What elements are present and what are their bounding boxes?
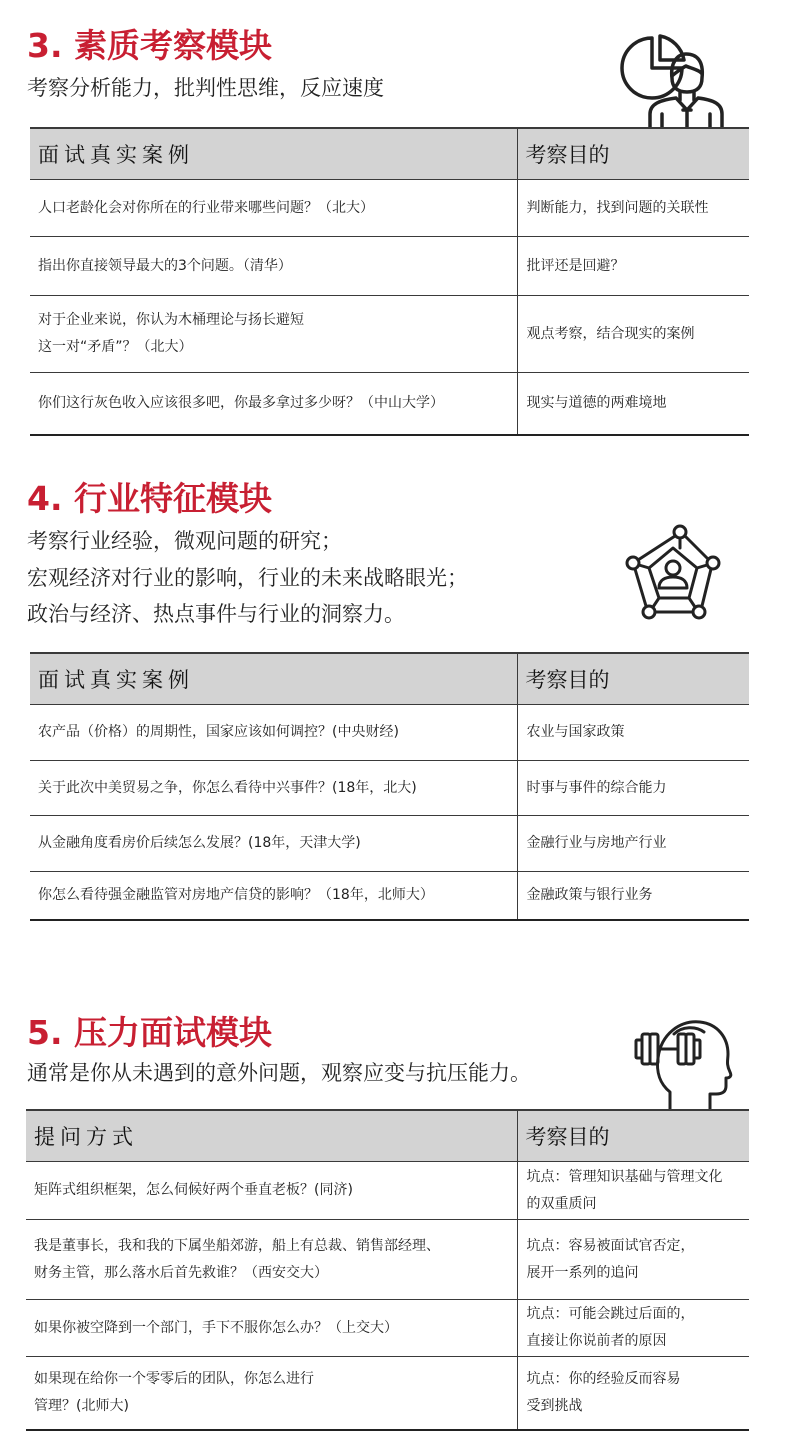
- table-row: [30, 761, 749, 816]
- column-header-purpose: 考察目的: [517, 1110, 749, 1162]
- section-description: 考察行业经验，微观问题的研究；: [27, 529, 342, 553]
- section-description: 通常是你从未遇到的意外问题，观察应变与抗压能力。: [27, 1061, 531, 1085]
- section-description: 宏观经济对行业的影响，行业的未来战略眼光；: [27, 566, 468, 590]
- column-header-purpose: 考察目的: [517, 128, 749, 180]
- column-header-case: 面试真实案例: [30, 128, 517, 180]
- cases-table: [26, 1109, 749, 1431]
- case-cell: 指出你直接领导最大的3个问题。（清华）: [30, 237, 517, 296]
- table-row: [30, 816, 749, 872]
- table-row: [30, 373, 749, 435]
- purpose-cell: 批评还是回避？: [517, 237, 749, 296]
- cases-table: [30, 127, 749, 436]
- table-row: [30, 237, 749, 296]
- section-title: 4. 行业特征模块: [27, 479, 272, 518]
- purpose-cell: 坑点：容易被面试官否定， 展开一系列的追问: [517, 1220, 749, 1300]
- table-row: [30, 296, 749, 373]
- case-cell: 关于此次中美贸易之争，你怎么看待中兴事件？(18年，北大): [30, 761, 517, 816]
- purpose-cell: 观点考察，结合现实的案例: [517, 296, 749, 373]
- table-row: [26, 1162, 749, 1220]
- table-header-row: [30, 128, 749, 180]
- section-description: 政治与经济、热点事件与行业的洞察力。: [27, 602, 405, 626]
- table-row: [30, 180, 749, 237]
- case-cell: 如果你被空降到一个部门，手下不服你怎么办？（上交大）: [26, 1300, 517, 1357]
- table-row: [26, 1357, 749, 1430]
- purpose-cell: 时事与事件的综合能力: [517, 761, 749, 816]
- purpose-cell: 金融政策与银行业务: [517, 872, 749, 920]
- head-dumbbell-icon: [634, 1012, 734, 1112]
- purpose-cell: 判断能力，找到问题的关联性: [517, 180, 749, 237]
- table-row: [30, 705, 749, 761]
- column-header-question-style: 提问方式: [26, 1110, 517, 1162]
- case-cell: 如果现在给你一个零零后的团队，你怎么进行 管理？(北师大): [26, 1357, 517, 1430]
- purpose-cell: 坑点：管理知识基础与管理文化 的双重质问: [517, 1162, 749, 1220]
- table-header-row: [30, 653, 749, 705]
- case-cell: 人口老龄化会对你所在的行业带来哪些问题？（北大）: [30, 180, 517, 237]
- purpose-cell: 坑点：你的经验反而容易 受到挑战: [517, 1357, 749, 1430]
- purpose-cell: 现实与道德的两难境地: [517, 373, 749, 435]
- network-person-icon: [625, 524, 721, 620]
- case-cell: 我是董事长，我和我的下属坐船郊游，船上有总裁、销售部经理、 财务主管，那么落水后首先救谁？（西安交大）: [26, 1220, 517, 1300]
- case-cell: 你们这行灰色收入应该很多吧，你最多拿过多少呀？（中山大学）: [30, 373, 517, 435]
- case-cell: 农产品（价格）的周期性，国家应该如何调控？(中央财经): [30, 705, 517, 761]
- table-header-row: [26, 1110, 749, 1162]
- purpose-cell: 农业与国家政策: [517, 705, 749, 761]
- column-header-case: 面试真实案例: [30, 653, 517, 705]
- table-row: [26, 1300, 749, 1357]
- column-header-purpose: 考察目的: [517, 653, 749, 705]
- person-pie-chart-icon: [620, 34, 725, 129]
- case-cell: 矩阵式组织框架，怎么伺候好两个垂直老板？(同济): [26, 1162, 517, 1220]
- section-title: 5. 压力面试模块: [27, 1013, 272, 1052]
- section-title: 3. 素质考察模块: [27, 26, 272, 65]
- case-cell: 从金融角度看房价后续怎么发展？(18年，天津大学): [30, 816, 517, 872]
- section-description: 考察分析能力，批判性思维，反应速度: [27, 76, 384, 100]
- case-cell: 对于企业来说，你认为木桶理论与扬长避短 这一对“矛盾”？（北大）: [30, 296, 517, 373]
- table-row: [30, 872, 749, 920]
- case-cell: 你怎么看待强金融监管对房地产信贷的影响？（18年，北师大）: [30, 872, 517, 920]
- purpose-cell: 坑点：可能会跳过后面的， 直接让你说前者的原因: [517, 1300, 749, 1357]
- cases-table: [30, 652, 749, 921]
- table-row: [26, 1220, 749, 1300]
- purpose-cell: 金融行业与房地产行业: [517, 816, 749, 872]
